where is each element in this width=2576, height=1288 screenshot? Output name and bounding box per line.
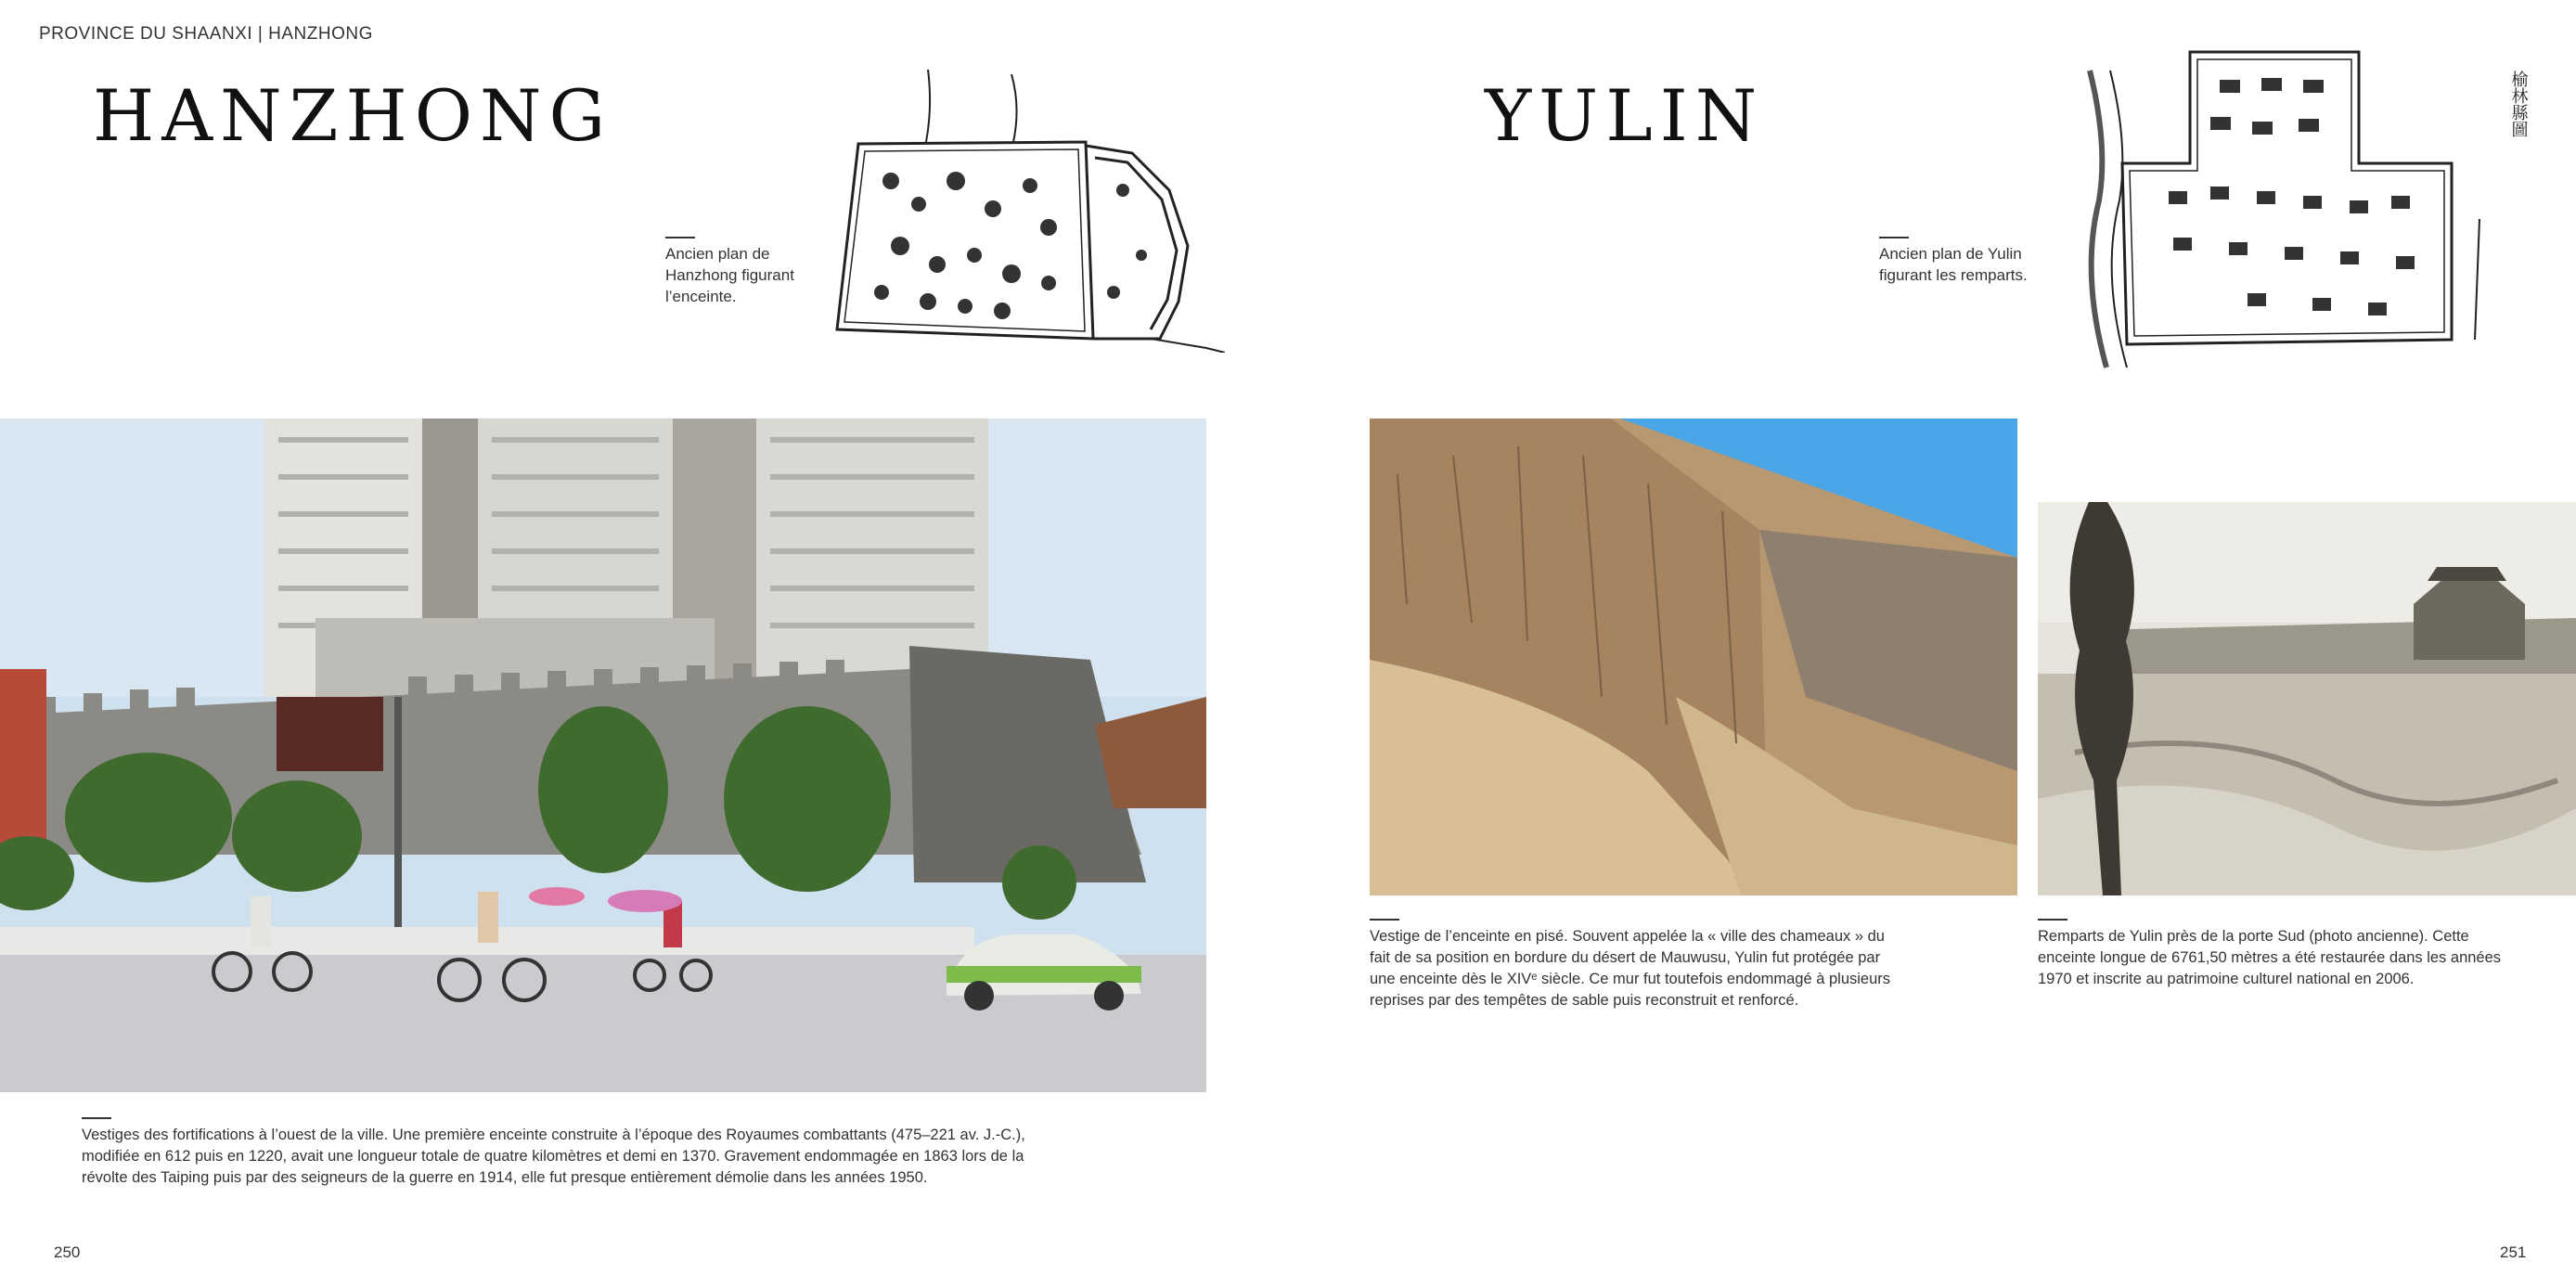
- caption-line: Ancien plan de: [665, 245, 770, 263]
- caption-rule: [82, 1117, 111, 1119]
- hanzhong-photo-caption: [82, 1125, 1025, 1189]
- caption-line: Hanzhong figurant: [665, 266, 794, 284]
- caption-rule: [2038, 919, 2067, 921]
- caption-line: modifiée en 612 puis en 1220, avait une longueur totale de quatre kilomètres et demi en 1370. Gravement endommagée en 1863 lors de la: [82, 1148, 1024, 1165]
- caption-rule: [1370, 919, 1399, 921]
- yulin-rammed-earth-wall-photo: [1370, 419, 2017, 895]
- map-vertical-text: 榆林縣圖: [2508, 71, 2529, 137]
- caption-line: Ancien plan de Yulin: [1879, 245, 2022, 263]
- yulin-plan-caption: [1879, 243, 2028, 286]
- caption-line: reprises par des tempêtes de sable puis reconstruit et renforcé.: [1370, 992, 1799, 1009]
- caption-line: Remparts de Yulin près de la porte Sud (photo ancienne). Cette: [2038, 928, 2469, 945]
- caption-line: 1970 et inscrite au patrimoine culturel national en 2006.: [2038, 971, 2415, 987]
- caption-line: figurant les remparts.: [1879, 266, 2028, 284]
- yulin-wall-caption: [1370, 926, 1890, 1011]
- yulin-old-photo-caption: [2038, 926, 2501, 990]
- caption-line: Vestiges des fortifications à l’ouest de la ville. Une première enceinte construite à l’époque des Royaumes combattants (475–221 av. J.-C.),: [82, 1127, 1025, 1143]
- hanzhong-plan-caption: [665, 243, 794, 307]
- caption-rule: [665, 237, 695, 238]
- yulin-old-plan-image: [2062, 33, 2535, 372]
- yulin-south-gate-old-photo: [2038, 502, 2576, 895]
- caption-line: enceinte longue de 6761,50 mètres a été restaurée dans les années: [2038, 949, 2502, 966]
- caption-line: Vestige de l’enceinte en pisé. Souvent appelée la « ville des chameaux » du: [1370, 928, 1885, 945]
- caption-rule: [1879, 237, 1909, 238]
- caption-line: une enceinte dès le XIVᵉ siècle. Ce mur fut toutefois endommagé à plusieurs: [1370, 971, 1891, 987]
- page-number-right: 251: [2500, 1243, 2527, 1261]
- running-head: PROVINCE DU SHAANXI | HANZHONG: [39, 24, 373, 44]
- caption-line: révolte des Taiping puis par des seigneurs de la guerre en 1914, elle fut presque entièrement démolie dans les années 1950.: [82, 1169, 928, 1186]
- caption-line: l’enceinte.: [665, 288, 737, 305]
- page-number-left: 250: [54, 1243, 81, 1261]
- caption-line: fait de sa position en bordure du désert de Mauwusu, Yulin fut protégée par: [1370, 949, 1881, 966]
- page-title-hanzhong: HANZHONG: [93, 74, 613, 157]
- hanzhong-city-wall-photo: [0, 419, 1206, 1092]
- hanzhong-old-plan-image: [817, 70, 1234, 353]
- page-title-yulin: YULIN: [1485, 74, 1765, 157]
